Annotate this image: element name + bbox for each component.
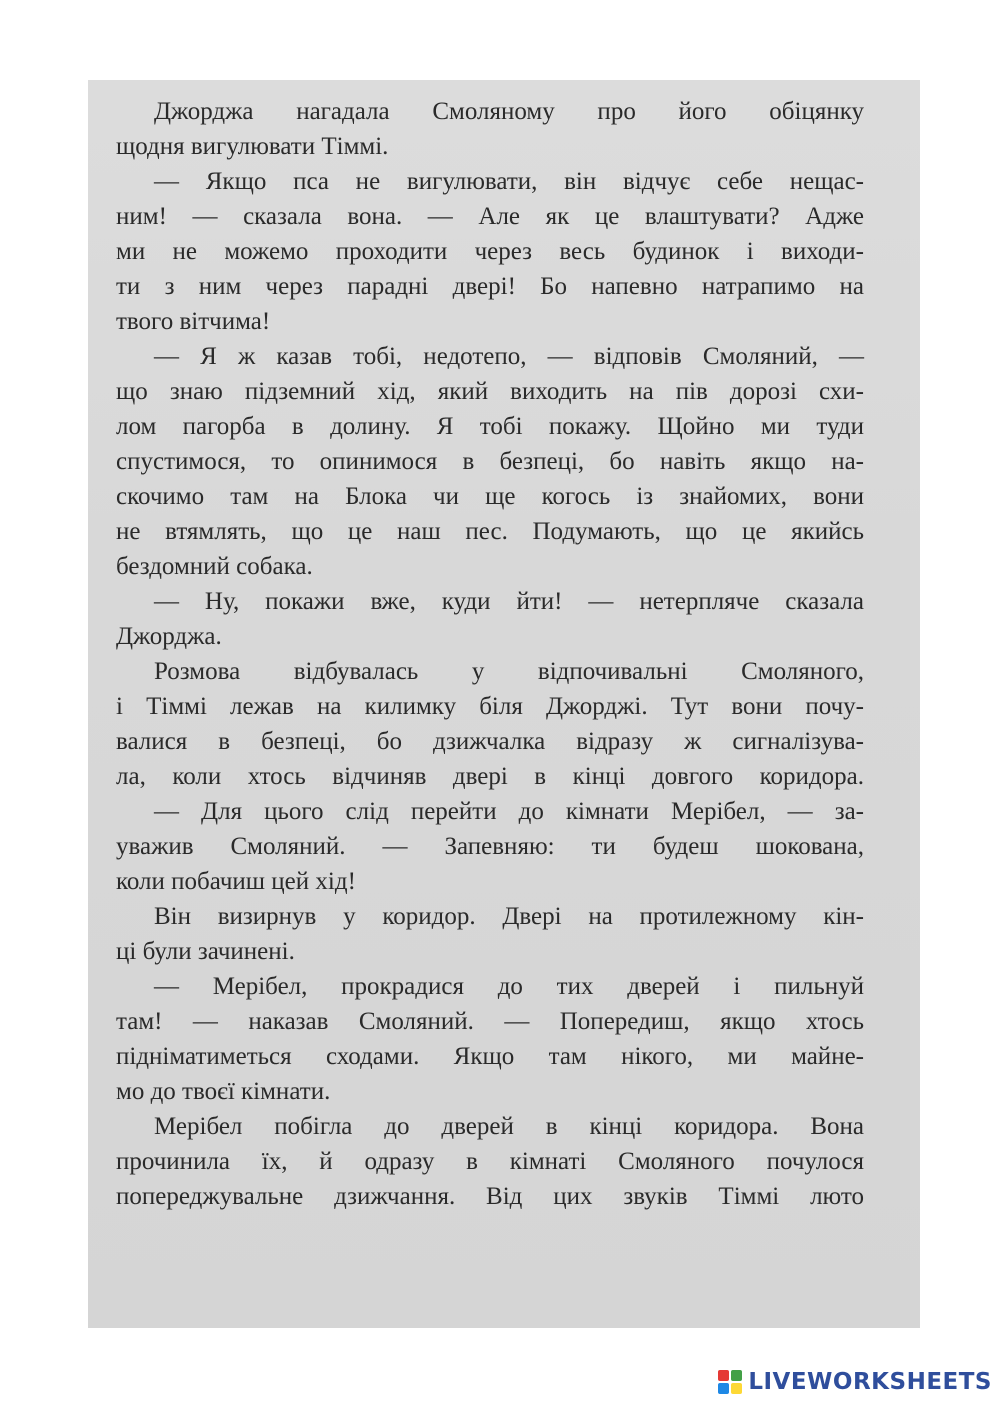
text-line: ти з ним через парадні двері! Бо напевно натрапимо на bbox=[116, 273, 864, 300]
text-line: ми не можемо проходити через весь будинок і виходи- bbox=[116, 238, 864, 265]
logo-tile-red bbox=[718, 1370, 729, 1381]
text-line: лом пагорба в долину. Я тобі покажу. Щойно ми туди bbox=[116, 413, 864, 440]
logo-tile-green bbox=[731, 1370, 742, 1381]
text-line: уважив Смоляний. — Запевняю: ти будеш шокована, bbox=[116, 833, 864, 860]
liveworksheets-logo-icon bbox=[718, 1370, 742, 1394]
text-line: ним! — сказала вона. — Але як це влаштувати? Адже bbox=[116, 203, 864, 230]
text-line: Розмова відбувалась у відпочивальні Смоляного, bbox=[154, 658, 864, 685]
text-line: — Мерібел, прокрадися до тих дверей і пильнуй bbox=[154, 973, 864, 1000]
text-line: і Тіммі лежав на килимку біля Джорджі. Тут вони почу- bbox=[116, 693, 864, 720]
logo-tile-yellow bbox=[731, 1383, 742, 1394]
text-line: що знаю підземний хід, який виходить на пів дорозі схи- bbox=[116, 378, 864, 405]
text-line: — Ну, покажи вже, куди йти! — нетерпляче сказала bbox=[154, 588, 864, 615]
text-line: — Якщо пса не вигулювати, він відчує себе нещас- bbox=[154, 168, 864, 195]
text-line: спустимося, то опинимося в безпеці, бо навіть якщо на- bbox=[116, 448, 864, 475]
book-page-photo bbox=[88, 80, 920, 1328]
text-line: там! — наказав Смоляний. — Попередиш, якщо хтось bbox=[116, 1008, 864, 1035]
text-line: Джорджа нагадала Смоляному про його обіцянку bbox=[154, 98, 864, 125]
text-line: валися в безпеці, бо дзижчалка відразу ж сигналізува- bbox=[116, 728, 864, 755]
text-line: Він визирнув у коридор. Двері на протилежному кін- bbox=[154, 903, 864, 930]
liveworksheets-branding bbox=[718, 1369, 992, 1395]
text-line: мо до твоєї кімнати. bbox=[116, 1078, 331, 1105]
text-line: твого вітчима! bbox=[116, 308, 271, 335]
text-line: — Для цього слід перейти до кімнати Мерібел, — за- bbox=[154, 798, 864, 825]
text-line: прочинила їх, й одразу в кімнаті Смоляного почулося bbox=[116, 1148, 864, 1175]
text-line: — Я ж казав тобі, недотепо, — відповів Смоляний, — bbox=[154, 343, 864, 370]
text-line: бездомний собака. bbox=[116, 553, 313, 580]
text-line: скочимо там на Блока чи ще когось із знайомих, вони bbox=[116, 483, 864, 510]
text-line: не втямлять, що це наш пес. Подумають, що це якийсь bbox=[116, 518, 864, 545]
liveworksheets-logo-text: LIVEWORKSHEETS bbox=[748, 1369, 992, 1395]
text-line: Джорджа. bbox=[116, 623, 222, 650]
logo-tile-blue bbox=[718, 1383, 729, 1394]
text-line: підніматиметься сходами. Якщо там нікого, ми майне- bbox=[116, 1043, 864, 1070]
text-line: ці були зачинені. bbox=[116, 938, 295, 965]
text-line: попереджувальне дзижчання. Від цих звуків Тіммі люто bbox=[116, 1183, 864, 1210]
page-text bbox=[116, 94, 864, 1214]
text-line: щодня вигулювати Тіммі. bbox=[116, 133, 389, 160]
text-line: коли побачиш цей хід! bbox=[116, 868, 356, 895]
text-line: Мерібел побігла до дверей в кінці коридора. Вона bbox=[154, 1113, 864, 1140]
text-line: ла, коли хтось відчиняв двері в кінці довгого коридора. bbox=[116, 763, 864, 790]
